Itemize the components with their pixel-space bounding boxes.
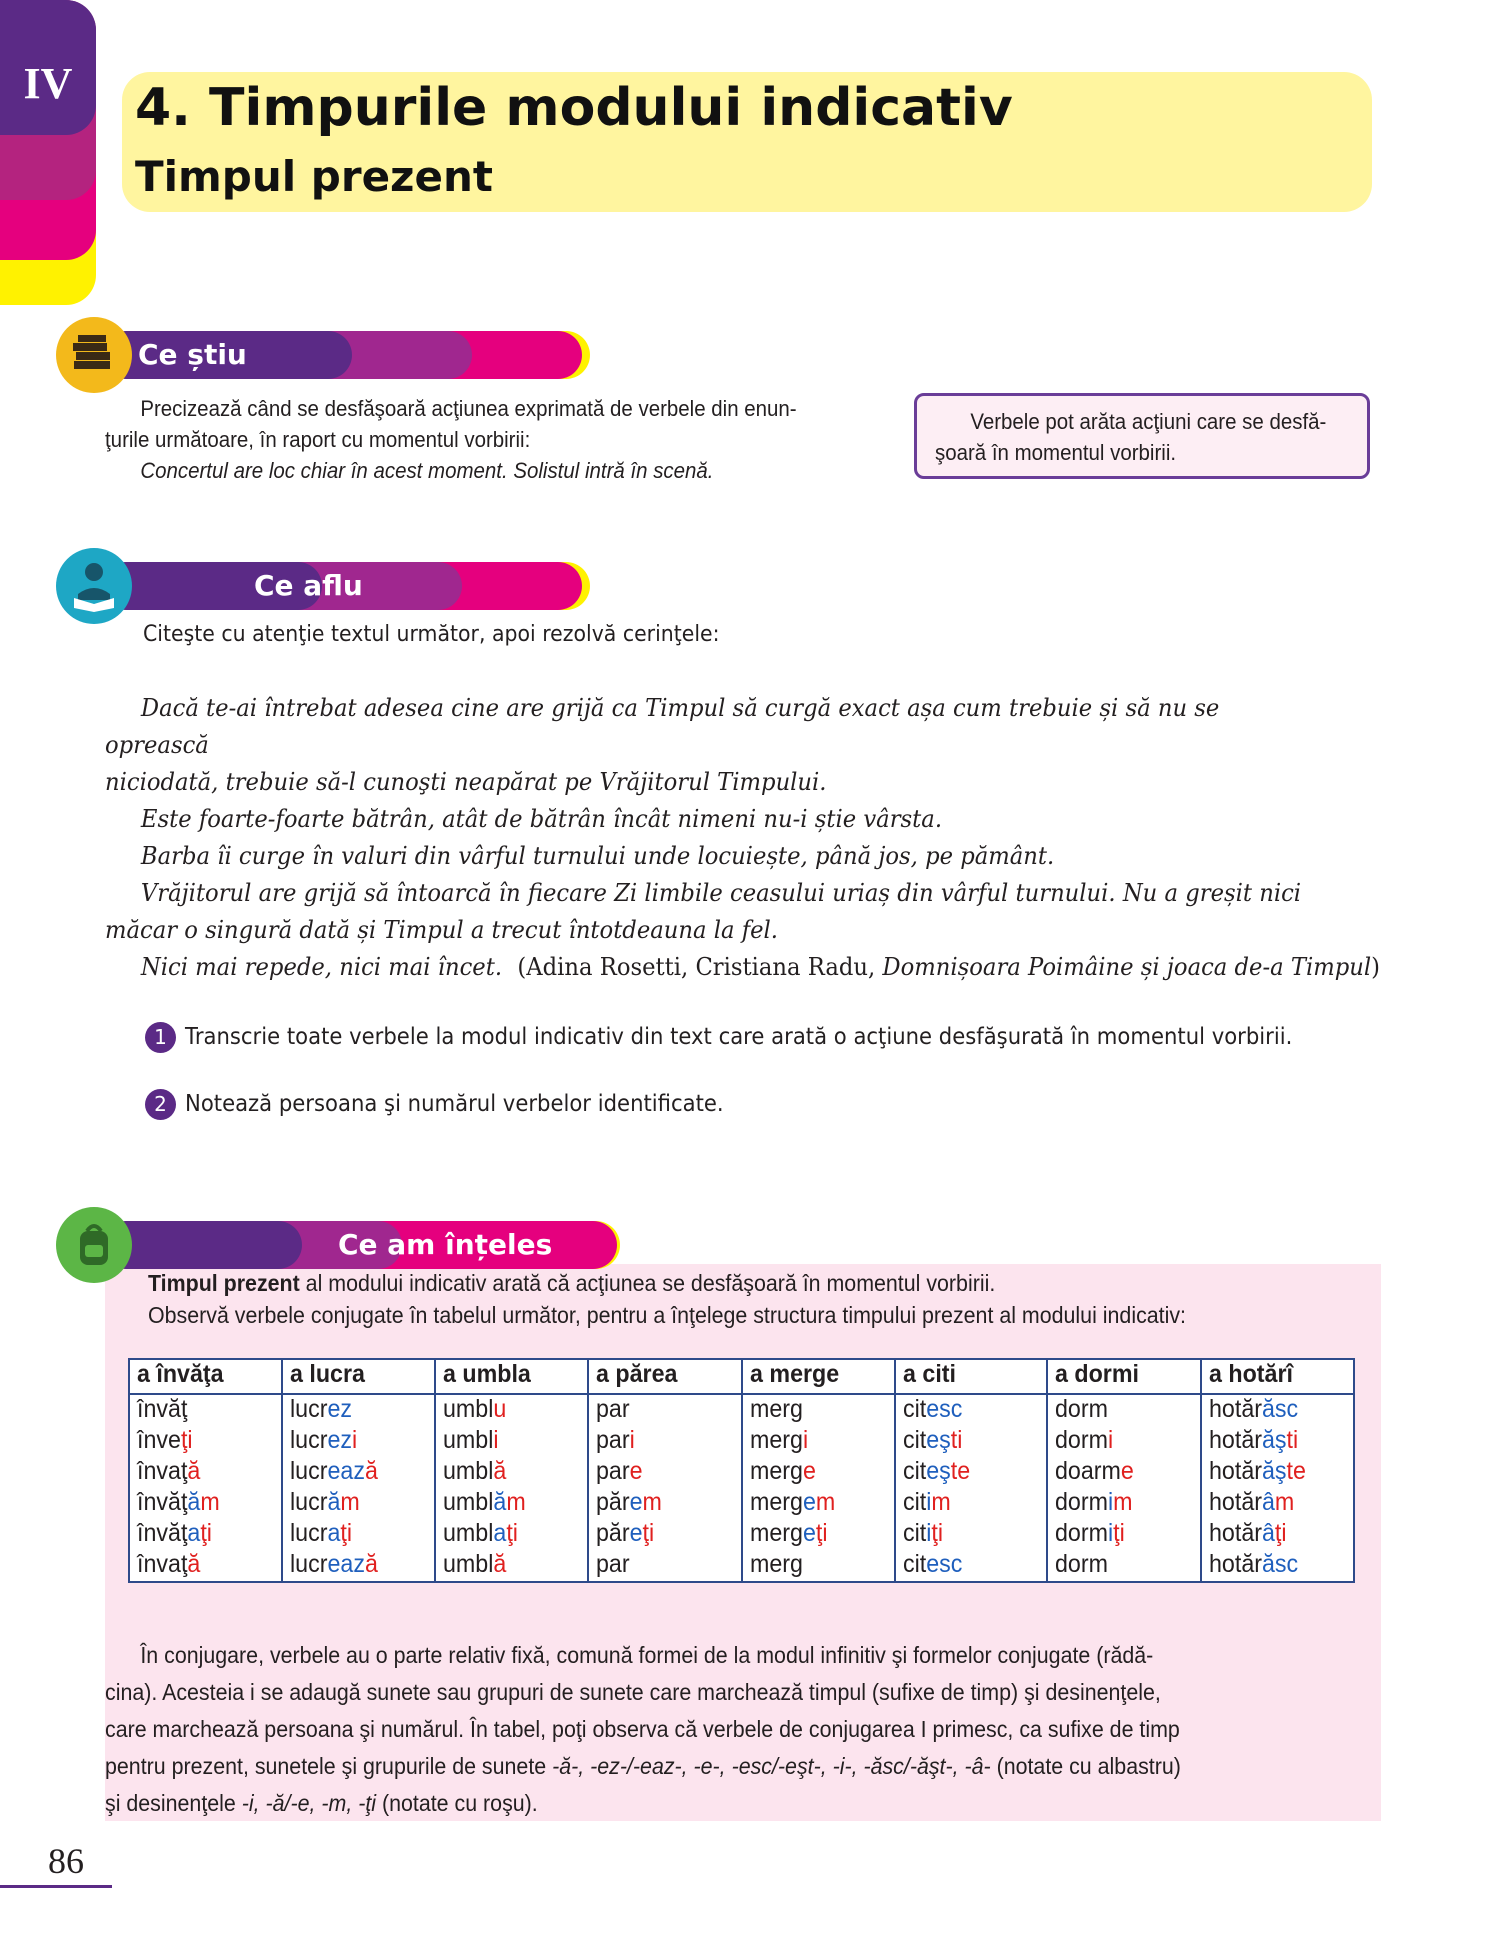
verb-stem: umbl	[443, 1395, 494, 1423]
task-number: 2	[145, 1089, 176, 1120]
verb-ending: m	[200, 1488, 220, 1516]
verb-ending: i	[1108, 1426, 1114, 1454]
verb-stem: merg	[749, 1395, 803, 1423]
table-cell	[895, 1394, 1048, 1426]
verb-form	[1055, 1426, 1113, 1455]
verb-suffix: ă	[493, 1488, 507, 1516]
table-cell	[129, 1426, 282, 1457]
verb-ending: ţi	[643, 1519, 655, 1547]
table-cell	[742, 1426, 895, 1457]
verb-stem: înve	[137, 1426, 181, 1454]
verb-stem: lucr	[290, 1457, 328, 1485]
verb-suffix: a	[327, 1519, 341, 1547]
table-header-cell	[895, 1359, 1048, 1394]
verb-ending: ă	[187, 1550, 201, 1578]
page-number: 86	[48, 1841, 84, 1881]
story-line: Dacă te-ai întrebat adesea cine are grijă ca Timpul să curgă exact așa cum trebuie și să nu se oprească	[105, 694, 1220, 759]
verb-suffix: â	[1261, 1519, 1275, 1547]
table-cell	[895, 1488, 1048, 1519]
verb-stem: cit	[902, 1457, 926, 1485]
verb-suffix: eaz	[327, 1550, 366, 1578]
verb-stem: dorm	[1055, 1550, 1109, 1578]
verb-ending: ţi	[340, 1519, 353, 1547]
verb-ending: e	[1121, 1457, 1135, 1485]
section-label: Ce aflu	[254, 569, 363, 602]
header-label: a dormi	[1055, 1360, 1140, 1388]
verb-form	[137, 1426, 193, 1455]
verb-form	[903, 1488, 951, 1517]
reader-with-book-icon	[56, 548, 132, 624]
table-cell	[129, 1488, 282, 1519]
verb-stem: merg	[749, 1488, 803, 1516]
verb-stem: păr	[596, 1488, 631, 1516]
verb-stem: hotăr	[1208, 1457, 1262, 1485]
verb-form	[1209, 1519, 1287, 1548]
table-header-cell	[742, 1359, 895, 1394]
table-cell	[588, 1457, 741, 1488]
header-label: a umbla	[443, 1360, 532, 1388]
verb-form	[596, 1519, 654, 1548]
table-cell	[435, 1426, 588, 1457]
verb-ending: m	[1274, 1488, 1294, 1516]
table-cell	[282, 1519, 435, 1550]
verb-ending: te	[1286, 1457, 1306, 1485]
verb-ending: ă	[493, 1550, 507, 1578]
explanation-fragment: (notate cu albastru)	[990, 1753, 1181, 1779]
task-text: Transcrie toate verbele la modul indicativ din text care arată o acţiune desfăşurată în momentul vorbirii.	[185, 1024, 1293, 1050]
verb-stem: merg	[749, 1519, 803, 1547]
verb-form	[596, 1457, 643, 1486]
verb-ending: ţi	[200, 1519, 212, 1547]
verb-form	[750, 1457, 816, 1486]
verb-ending: m	[643, 1488, 663, 1516]
verb-ending: ţi	[1274, 1519, 1287, 1547]
verb-suffix: i	[1108, 1519, 1114, 1547]
verb-suffix: ăsc	[1261, 1395, 1298, 1423]
verb-form	[1055, 1550, 1108, 1579]
table-cell	[282, 1457, 435, 1488]
verb-suffix: e	[802, 1519, 816, 1547]
table-cell	[129, 1550, 282, 1582]
verb-ending: m	[506, 1488, 527, 1516]
suffix-list: -ă-, -ez-/-eaz-, -e-, -esc/-eşt-, -i-, -ăsc/-ăşt-, -â-	[552, 1753, 991, 1779]
table-header-cell	[1201, 1359, 1354, 1394]
verb-suffix: e	[802, 1488, 816, 1516]
verb-ending: e	[630, 1457, 644, 1485]
table-cell	[742, 1488, 895, 1519]
table-cell	[742, 1457, 895, 1488]
verb-form	[443, 1550, 506, 1579]
verb-form	[750, 1488, 835, 1517]
verb-suffix: e	[630, 1488, 644, 1516]
verb-stem: învăţ	[137, 1519, 188, 1547]
definition-text: al modului indicativ arată că acţiunea se desfăşoară în momentul vorbirii.	[299, 1270, 996, 1296]
table-header-row	[129, 1359, 1354, 1394]
explanation-line	[105, 1748, 1292, 1785]
verb-ending: i	[630, 1426, 636, 1454]
verb-form	[903, 1395, 962, 1424]
verb-form	[903, 1550, 962, 1579]
table-header-cell	[435, 1359, 588, 1394]
source-citation	[454, 953, 1380, 981]
verb-stem: cit	[902, 1426, 926, 1454]
verb-suffix: ă	[187, 1488, 201, 1516]
section-header-ce-stiu	[102, 331, 590, 379]
table-cell	[1047, 1426, 1200, 1457]
table-cell	[435, 1519, 588, 1550]
note-line2: şoară în momentul vorbirii.	[935, 440, 1177, 465]
table-row	[129, 1550, 1354, 1582]
page-subtitle: Timpul prezent	[135, 152, 493, 201]
verb-form	[750, 1395, 803, 1424]
verb-form	[443, 1519, 518, 1548]
table-cell	[1201, 1488, 1354, 1519]
verb-form	[1209, 1550, 1298, 1579]
verb-form	[1055, 1488, 1133, 1517]
explanation-fragment: (notate cu roşu).	[376, 1790, 538, 1816]
table-cell	[1047, 1394, 1200, 1426]
table-cell	[282, 1394, 435, 1426]
story-line: niciodată, trebuie să-l cunoşti neapărat pe Vrăjitorul Timpului.	[105, 768, 827, 796]
verb-stem: hotăr	[1208, 1488, 1262, 1516]
table-row	[129, 1519, 1354, 1550]
verb-stem: cit	[902, 1488, 926, 1516]
table-cell	[742, 1519, 895, 1550]
reading-instruction: Citeşte cu atenţie textul următor, apoi rezolvă cerinţele:	[143, 622, 720, 647]
verb-ending: m	[815, 1488, 835, 1516]
ce-stiu-line1: Precizează când se desfăşoară acţiunea exprimată de verbele din enun-	[140, 396, 797, 421]
verb-ending: i	[493, 1426, 499, 1454]
table-body	[129, 1394, 1354, 1582]
verb-stem: merg	[749, 1426, 803, 1454]
table-cell	[282, 1488, 435, 1519]
explanation-fragment: şi desinenţele	[105, 1790, 242, 1816]
table-header-cell	[282, 1359, 435, 1394]
chapter-tab	[0, 0, 96, 305]
verb-stem: cit	[902, 1519, 926, 1547]
verb-stem: lucr	[290, 1550, 328, 1578]
section-header-ce-am-inteles	[102, 1221, 620, 1269]
verb-ending: ă	[493, 1457, 507, 1485]
verb-form	[903, 1519, 943, 1548]
verb-ending: ă	[187, 1457, 201, 1485]
verb-suffix: ăş	[1261, 1426, 1287, 1454]
verb-form	[443, 1457, 506, 1486]
verb-suffix: i	[1108, 1488, 1114, 1516]
table-header-cell	[588, 1359, 741, 1394]
table-cell	[895, 1550, 1048, 1582]
verb-form	[903, 1426, 962, 1455]
table-cell	[588, 1394, 741, 1426]
table-cell	[895, 1519, 1048, 1550]
source-authors: (Adina Rosetti, Cristiana Radu,	[517, 953, 883, 981]
verb-stem: învaţ	[137, 1550, 188, 1578]
verb-form	[750, 1519, 828, 1548]
explanation-line	[105, 1785, 1292, 1822]
table-cell	[1201, 1519, 1354, 1550]
table-cell	[435, 1394, 588, 1426]
verb-stem: umbl	[443, 1519, 494, 1547]
table-header-cell	[1047, 1359, 1200, 1394]
table-cell	[129, 1394, 282, 1426]
verb-stem: umbl	[443, 1426, 494, 1454]
verb-stem: dorm	[1055, 1488, 1109, 1516]
table-row	[129, 1488, 1354, 1519]
table-cell	[1047, 1457, 1200, 1488]
table-cell	[588, 1426, 741, 1457]
verb-suffix: i	[925, 1488, 932, 1516]
verb-ending: ti	[1286, 1426, 1298, 1454]
table-cell	[895, 1457, 1048, 1488]
task-number: 1	[145, 1022, 176, 1053]
note-box	[914, 393, 1370, 479]
verb-form	[1055, 1395, 1108, 1424]
verb-form	[1209, 1426, 1298, 1455]
verb-form	[1209, 1488, 1294, 1517]
note-line1: Verbele pot arăta acţiuni care se desfă-	[970, 409, 1327, 434]
verb-stem: par	[596, 1550, 631, 1578]
header-label: a părea	[596, 1360, 678, 1388]
verb-form	[137, 1395, 187, 1424]
verb-suffix: eş	[925, 1426, 951, 1454]
source-end: )	[1371, 953, 1380, 981]
verb-stem: lucr	[290, 1488, 328, 1516]
story-text	[105, 690, 1311, 986]
verb-form	[137, 1550, 200, 1579]
verb-stem: par	[596, 1426, 631, 1454]
table-cell	[1047, 1550, 1200, 1582]
verb-form	[750, 1426, 808, 1455]
verb-suffix: eaz	[327, 1457, 366, 1485]
table-cell	[1201, 1394, 1354, 1426]
table-cell	[1201, 1457, 1354, 1488]
ending-list: -i, -ă/-e, -m, -ţi	[241, 1790, 377, 1816]
verb-stem: lucr	[290, 1395, 328, 1423]
explanation-fragment: pentru prezent, sunetele şi grupurile de sunete	[105, 1753, 553, 1779]
verb-stem: hotăr	[1208, 1426, 1262, 1454]
verb-form	[596, 1488, 662, 1517]
verb-form	[290, 1519, 352, 1548]
verb-suffix: ă	[327, 1488, 341, 1516]
story-line: Este foarte-foarte bătrân, atât de bătrân încât nimeni nu-i știe vârsta.	[140, 805, 943, 833]
table-cell	[588, 1488, 741, 1519]
section-header-ce-aflu	[102, 562, 590, 610]
verb-stem: cit	[902, 1550, 926, 1578]
verb-stem: dorm	[1055, 1395, 1109, 1423]
explanation-line: care marchează persoana şi numărul. În tabel, poţi observa că verbele de conjugarea I primesc, ca sufixe de timp	[105, 1716, 1180, 1742]
header-label: a citi	[902, 1360, 956, 1388]
verb-stem: merg	[749, 1550, 803, 1578]
verb-form	[137, 1457, 200, 1486]
verb-stem: hotăr	[1208, 1550, 1262, 1578]
verb-stem: umbl	[443, 1457, 494, 1485]
table-cell	[129, 1457, 282, 1488]
story-line: măcar o singură dată și Timpul a trecut întotdeauna la fel.	[105, 916, 778, 944]
table-cell	[895, 1426, 1048, 1457]
verb-suffix: a	[493, 1519, 507, 1547]
verb-suffix: â	[1261, 1488, 1275, 1516]
verb-form	[137, 1519, 212, 1548]
definition-term: Timpul prezent	[148, 1270, 300, 1296]
verb-form	[290, 1550, 378, 1579]
verb-ending: i	[352, 1426, 358, 1454]
observe-instruction: Observă verbele conjugate în tabelul următor, pentru a înţelege structura timpului prezent al modului indicativ:	[148, 1302, 1186, 1328]
verb-ending: ţi	[1113, 1519, 1126, 1547]
verb-suffix: ăsc	[1261, 1550, 1298, 1578]
verb-stem: lucr	[290, 1519, 328, 1547]
verb-stem: umbl	[443, 1550, 494, 1578]
section-label: Ce am înțeles	[338, 1228, 553, 1261]
story-line: Barba îi curge în valuri din vârful turnului unde locuiește, până jos, pe pământ.	[140, 842, 1055, 870]
table-row	[129, 1426, 1354, 1457]
verb-suffix: eş	[925, 1457, 951, 1485]
verb-stem: hotăr	[1208, 1395, 1262, 1423]
verb-ending: ţi	[815, 1519, 828, 1547]
verb-form	[1055, 1519, 1125, 1548]
verb-form	[443, 1395, 506, 1424]
verb-form	[596, 1426, 635, 1455]
verb-form	[290, 1457, 378, 1486]
table-row	[129, 1394, 1354, 1426]
verb-ending: te	[950, 1457, 970, 1485]
table-cell	[588, 1519, 741, 1550]
verb-ending: ţi	[931, 1519, 943, 1547]
table-cell	[1047, 1519, 1200, 1550]
page-title: 4. Timpurile modului indicativ	[135, 78, 1013, 138]
table-cell	[435, 1550, 588, 1582]
story-line: Vrăjitorul are grijă să întoarcă în fiecare Zi limbile ceasului uriaș din vârful turnului. Nu a greșit nici	[140, 879, 1302, 907]
band-purple	[102, 1221, 302, 1269]
table-cell	[435, 1457, 588, 1488]
verb-suffix: esc	[925, 1550, 963, 1578]
ce-stiu-example: Concertul are loc chiar în acest moment. Solistul intră în scenă.	[140, 458, 714, 483]
chapter-number: IV	[23, 59, 73, 108]
verb-suffix: e	[630, 1519, 644, 1547]
verb-suffix: ez	[327, 1426, 353, 1454]
verb-stem: doarm	[1055, 1457, 1122, 1485]
task-text: Notează persoana şi numărul verbelor identificate.	[185, 1091, 724, 1117]
verb-ending: ţi	[506, 1519, 519, 1547]
header-label: a învăţa	[137, 1360, 224, 1388]
table-cell	[742, 1394, 895, 1426]
verb-form	[1055, 1457, 1134, 1486]
verb-form	[903, 1457, 970, 1486]
verb-ending: i	[802, 1426, 808, 1454]
verb-ending: e	[802, 1457, 816, 1485]
explanation-line: cina). Acesteia i se adaugă sunete sau grupuri de sunete care marchează timpul (sufixe de timp) şi desinenţele,	[105, 1679, 1161, 1705]
verb-stem: hotăr	[1208, 1519, 1262, 1547]
verb-ending: m	[931, 1488, 951, 1516]
table-cell	[282, 1550, 435, 1582]
explanation	[105, 1637, 1292, 1822]
verb-stem: învaţ	[137, 1457, 188, 1485]
verb-stem: păr	[596, 1519, 631, 1547]
verb-form	[596, 1395, 630, 1424]
verb-suffix: ez	[327, 1395, 353, 1423]
definition	[148, 1268, 995, 1299]
table-cell	[1047, 1488, 1200, 1519]
table-cell	[742, 1550, 895, 1582]
verb-suffix: ăş	[1261, 1457, 1287, 1485]
table-cell	[282, 1426, 435, 1457]
verb-form	[443, 1426, 499, 1455]
verb-ending: m	[340, 1488, 360, 1516]
source-title: Domnișoara Poimâine și joaca de-a Timpul	[882, 953, 1372, 981]
header-label: a hotărî	[1208, 1360, 1293, 1388]
verb-stem: învăţ	[137, 1395, 188, 1423]
verb-ending: m	[1113, 1488, 1134, 1516]
verb-form	[750, 1550, 803, 1579]
story-line: Nici mai repede, nici mai încet.	[140, 953, 503, 981]
verb-form	[290, 1395, 352, 1424]
verb-form	[596, 1550, 630, 1579]
verb-form	[443, 1488, 526, 1517]
table-cell	[435, 1488, 588, 1519]
verb-form	[1209, 1457, 1306, 1486]
verb-stem: merg	[749, 1457, 803, 1485]
ce-stiu-line2: ţurile următoare, în raport cu momentul vorbirii:	[105, 427, 531, 452]
stack-of-books-icon	[56, 317, 132, 393]
table-cell	[1201, 1426, 1354, 1457]
section-label: Ce știu	[138, 338, 247, 371]
verb-ending: ă	[365, 1457, 379, 1485]
page-number-rule	[0, 1885, 112, 1888]
table-header-cell	[129, 1359, 282, 1394]
verb-suffix: i	[925, 1519, 932, 1547]
ce-stiu-text	[105, 393, 840, 486]
table-row	[129, 1457, 1354, 1488]
verb-form	[137, 1488, 220, 1517]
conjugation-table	[128, 1358, 1355, 1583]
verb-form	[1209, 1395, 1298, 1424]
header-label: a merge	[749, 1360, 839, 1388]
verb-suffix: esc	[925, 1395, 963, 1423]
verb-ending: ti	[950, 1426, 963, 1454]
verb-stem: învăţ	[137, 1488, 188, 1516]
backpack-icon	[56, 1207, 132, 1283]
verb-ending: u	[493, 1395, 507, 1423]
verb-form	[290, 1488, 360, 1517]
explanation-line: În conjugare, verbele au o parte relativ fixă, comună formei de la modul infinitiv şi formelor conjugate (rădă-	[140, 1642, 1154, 1668]
verb-ending: ă	[365, 1550, 379, 1578]
verb-ending: ţi	[180, 1426, 193, 1454]
verb-stem: par	[596, 1457, 631, 1485]
verb-stem: umbl	[443, 1488, 494, 1516]
verb-stem: cit	[902, 1395, 926, 1423]
table-cell	[1201, 1550, 1354, 1582]
verb-stem: dorm	[1055, 1426, 1109, 1454]
verb-stem: dorm	[1055, 1519, 1109, 1547]
verb-stem: lucr	[290, 1426, 328, 1454]
table-cell	[588, 1550, 741, 1582]
table-cell	[129, 1519, 282, 1550]
verb-suffix: a	[187, 1519, 201, 1547]
verb-form	[290, 1426, 357, 1455]
header-label: a lucra	[290, 1360, 366, 1388]
verb-stem: par	[596, 1395, 631, 1423]
